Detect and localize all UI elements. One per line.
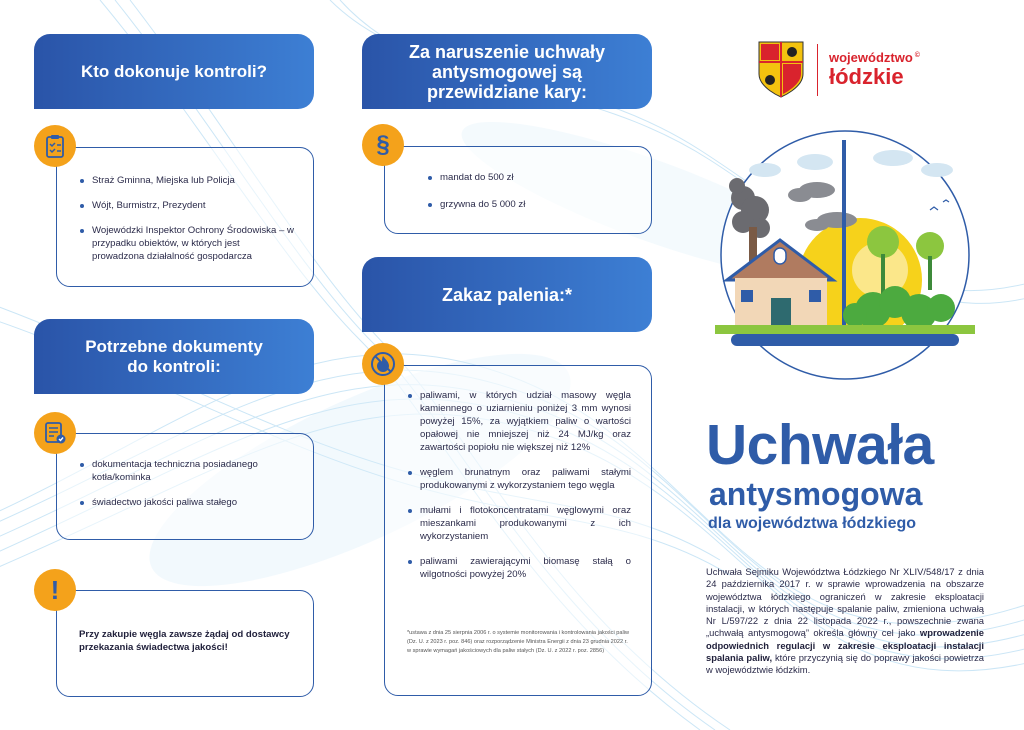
control-who-box xyxy=(56,147,314,287)
penalties-title: Za naruszenie uchwały antysmogowej są przewidziane kary: xyxy=(408,41,606,102)
coal-warning-text: Przy zakupie węgla zawsze żądaj od dostawcy przekazania świadectwa jakości! xyxy=(79,629,290,653)
control-who-title: Kto dokonuje kontroli? xyxy=(80,61,268,81)
list-item: paliwami zawierającymi biomasę stałą o wilgotności powyżej 20% xyxy=(407,555,631,581)
penalties-header xyxy=(362,34,652,109)
burning-ban-list xyxy=(407,389,631,593)
description-bold: wprowadzenie odpowiednich regulacji w zakresie eksploatacji instalacji spalania paliw, xyxy=(706,627,984,664)
list-item: Wojewódzki Inspektor Ochrony Środowiska – w przypadku obiektów, w których jest prowadzona działalność gospodarcza xyxy=(79,224,294,263)
logo-mark: © xyxy=(914,51,920,59)
burning-ban-title: Zakaz palenia:* xyxy=(441,284,573,305)
list-item: grzywna do 5 000 zł xyxy=(427,198,627,211)
list-item: dokumentacja techniczna posiadanego kotła/kominka xyxy=(79,458,294,484)
no-fire-icon xyxy=(362,343,404,385)
list-item: mułami i flotokoncentratami węglowymi oraz mieszankami produkowanymi z ich wykorzystaniem xyxy=(407,504,631,543)
list-item: świadectwo jakości paliwa stałego xyxy=(79,496,294,509)
documents-list xyxy=(79,458,294,521)
main-region: dla województwa łódzkiego xyxy=(708,515,917,532)
region-logo xyxy=(757,40,937,100)
burning-ban-header xyxy=(362,257,652,332)
documents-title: Potrzebne dokumenty do kontroli: xyxy=(85,336,263,376)
document-check-icon xyxy=(34,412,76,454)
logo-text-line1: województwo © xyxy=(829,50,920,65)
coat-of-arms-icon xyxy=(757,40,805,98)
burning-ban-footnote: *ustawa z dnia 25 sierpnia 2006 r. o systemie monitorowania i kontrolowania jakości paliw (Dz. U. z 2023 r. poz. 846) oraz rozporządzenie Ministra Energii z dnia 23 grudnia 2022 r. w sprawie wymagań jakościowych dla paliw stałych (Dz. U. z 2022 r. poz. 2856) xyxy=(407,630,630,654)
control-who-header xyxy=(34,34,314,109)
penalties-box xyxy=(384,146,652,234)
description-part1: Uchwała Sejmiku Województwa Łódzkiego Nr XLIV/548/17 z dnia 24 października 2017 r. w sprawie wprowadzenia na obszarze województwa łódzkiego ograniczeń w zakresie eksploatacji instalacji, w których następuje spalanie paliw, zmieniona uchwałą Nr L/597/22 z dnia 22 listopada 2022 r., powszechnie zwana „uchwałą antysmogową” określa główny cel jako xyxy=(706,566,984,639)
list-item: Wójt, Burmistrz, Prezydent xyxy=(79,199,294,212)
main-subtitle: antysmogowa xyxy=(709,476,923,512)
control-who-list xyxy=(79,174,294,275)
list-item: paliwami, w których udział masowy węgla kamiennego o uziarnieniu poniżej 3 mm wynosi powyżej 15%, za wyjątkiem paliw o wartości opałowej nie mniejszej niż 24 MJ/kg oraz zawartości popiołu nie większej niż 12% xyxy=(407,389,631,454)
resolution-description xyxy=(706,566,984,677)
main-title: Uchwała xyxy=(706,413,934,477)
house-illustration xyxy=(705,130,985,390)
list-item: Straż Gminna, Miejska lub Policja xyxy=(79,174,294,187)
description-part2: które przyczynią się do poprawy jakości powietrza w województwie łódzkim. xyxy=(706,652,984,676)
paragraph-icon: § xyxy=(362,124,404,166)
list-item: mandat do 500 zł xyxy=(427,171,627,184)
penalties-list xyxy=(427,171,627,223)
documents-header xyxy=(34,319,314,394)
list-item: węglem brunatnym oraz paliwami stałymi produkowanymi z wykorzystaniem tego węgla xyxy=(407,466,631,492)
clipboard-icon xyxy=(34,125,76,167)
documents-box xyxy=(56,433,314,540)
exclamation-icon: ! xyxy=(34,569,76,611)
burning-ban-box xyxy=(384,365,652,696)
logo-text-line2: łódzkie xyxy=(829,64,904,89)
coal-warning-box xyxy=(56,590,314,697)
